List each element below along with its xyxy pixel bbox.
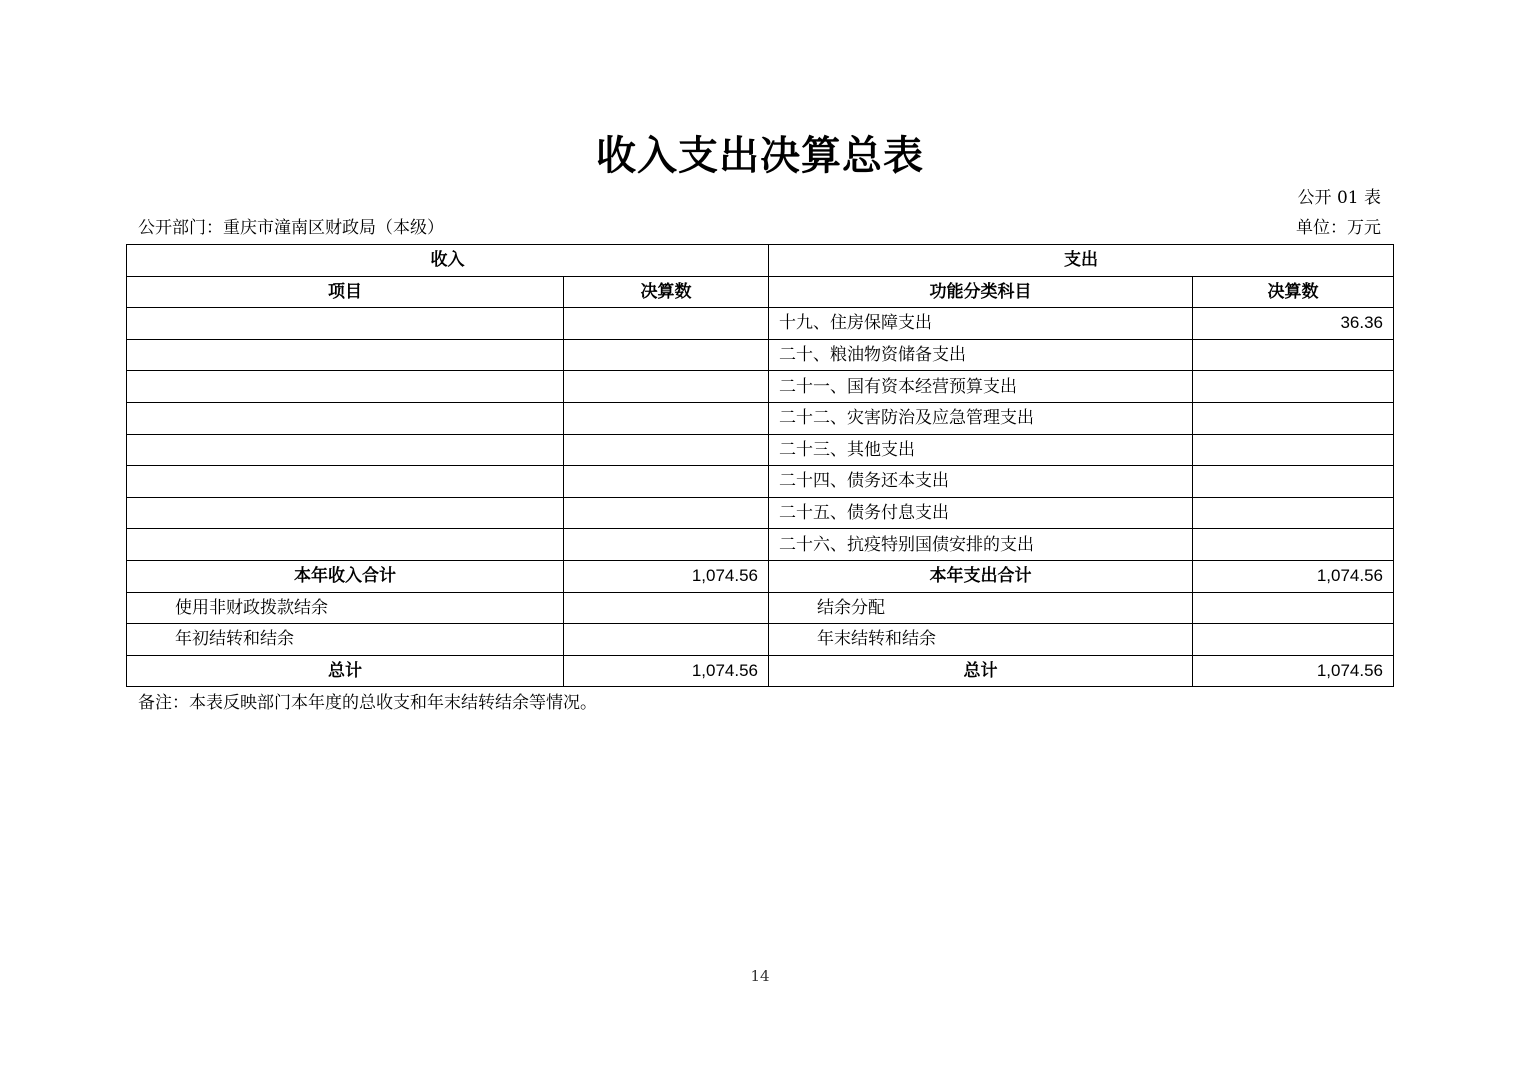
expense-item-cell: 十九、住房保障支出 <box>769 308 1193 340</box>
expense-amount-cell <box>1193 402 1394 434</box>
table-row <box>127 339 1394 371</box>
year-expense-total-label: 本年支出合计 <box>769 560 1193 592</box>
table-number: 公开 01 表 <box>1297 188 1381 208</box>
year-expense-total-amount: 1,074.56 <box>1193 560 1394 592</box>
expense-amount-cell: 36.36 <box>1193 308 1394 340</box>
income-amount-cell <box>564 466 769 498</box>
expense-group-header: 支出 <box>769 245 1394 277</box>
adjust-expense-item: 结余分配 <box>769 592 1193 624</box>
expense-item-cell: 二十三、其他支出 <box>769 434 1193 466</box>
year-income-total-label: 本年收入合计 <box>127 560 564 592</box>
grand-income-total-label: 总计 <box>127 655 564 687</box>
page-number: 14 <box>750 967 770 985</box>
income-item-cell <box>127 308 564 340</box>
table-row <box>127 529 1394 561</box>
page-title: 收入支出决算总表 <box>596 132 924 179</box>
expense-item-cell: 二十五、债务付息支出 <box>769 497 1193 529</box>
adjust-income-item: 年初结转和结余 <box>127 624 564 656</box>
expense-item-cell: 二十一、国有资本经营预算支出 <box>769 371 1193 403</box>
expense-amount-column-header: 决算数 <box>1193 276 1394 308</box>
income-expense-table <box>126 244 1394 687</box>
year-total-row <box>127 560 1394 592</box>
expense-item-cell: 二十四、债务还本支出 <box>769 466 1193 498</box>
grand-total-row <box>127 655 1394 687</box>
item-column-header: 项目 <box>127 276 564 308</box>
year-income-total-amount: 1,074.56 <box>564 560 769 592</box>
table-note: 备注：本表反映部门本年度的总收支和年末结转结余等情况。 <box>138 693 597 713</box>
grand-expense-total-label: 总计 <box>769 655 1193 687</box>
income-item-cell <box>127 497 564 529</box>
income-amount-cell <box>564 308 769 340</box>
income-amount-cell <box>564 371 769 403</box>
expense-amount-cell <box>1193 466 1394 498</box>
adjust-expense-amount <box>1193 624 1394 656</box>
income-item-cell <box>127 434 564 466</box>
income-item-cell <box>127 371 564 403</box>
adjust-row <box>127 624 1394 656</box>
income-item-cell <box>127 339 564 371</box>
grand-income-total-amount: 1,074.56 <box>564 655 769 687</box>
table-row <box>127 371 1394 403</box>
expense-amount-cell <box>1193 497 1394 529</box>
expense-amount-cell <box>1193 371 1394 403</box>
income-group-header: 收入 <box>127 245 769 277</box>
adjust-expense-amount <box>1193 592 1394 624</box>
income-amount-cell <box>564 434 769 466</box>
expense-item-cell: 二十二、灾害防治及应急管理支出 <box>769 402 1193 434</box>
adjust-income-amount <box>564 624 769 656</box>
income-amount-cell <box>564 402 769 434</box>
adjust-income-amount <box>564 592 769 624</box>
table-row <box>127 497 1394 529</box>
department-label: 公开部门：重庆市潼南区财政局（本级） <box>138 218 444 238</box>
income-item-cell <box>127 466 564 498</box>
adjust-expense-item: 年末结转和结余 <box>769 624 1193 656</box>
adjust-income-item: 使用非财政拨款结余 <box>127 592 564 624</box>
table-row <box>127 466 1394 498</box>
income-item-cell <box>127 529 564 561</box>
income-amount-cell <box>564 339 769 371</box>
table-column-header-row <box>127 276 1394 308</box>
unit-label: 单位：万元 <box>1296 218 1381 238</box>
income-amount-cell <box>564 497 769 529</box>
expense-item-cell: 二十六、抗疫特别国债安排的支出 <box>769 529 1193 561</box>
income-amount-cell <box>564 529 769 561</box>
table-row <box>127 434 1394 466</box>
income-amount-column-header: 决算数 <box>564 276 769 308</box>
table-row <box>127 402 1394 434</box>
table-row <box>127 308 1394 340</box>
expense-amount-cell <box>1193 339 1394 371</box>
expense-item-cell: 二十、粮油物资储备支出 <box>769 339 1193 371</box>
table-group-header-row <box>127 245 1394 277</box>
expense-amount-cell <box>1193 434 1394 466</box>
grand-expense-total-amount: 1,074.56 <box>1193 655 1394 687</box>
income-item-cell <box>127 402 564 434</box>
adjust-row <box>127 592 1394 624</box>
expense-amount-cell <box>1193 529 1394 561</box>
function-category-column-header: 功能分类科目 <box>769 276 1193 308</box>
